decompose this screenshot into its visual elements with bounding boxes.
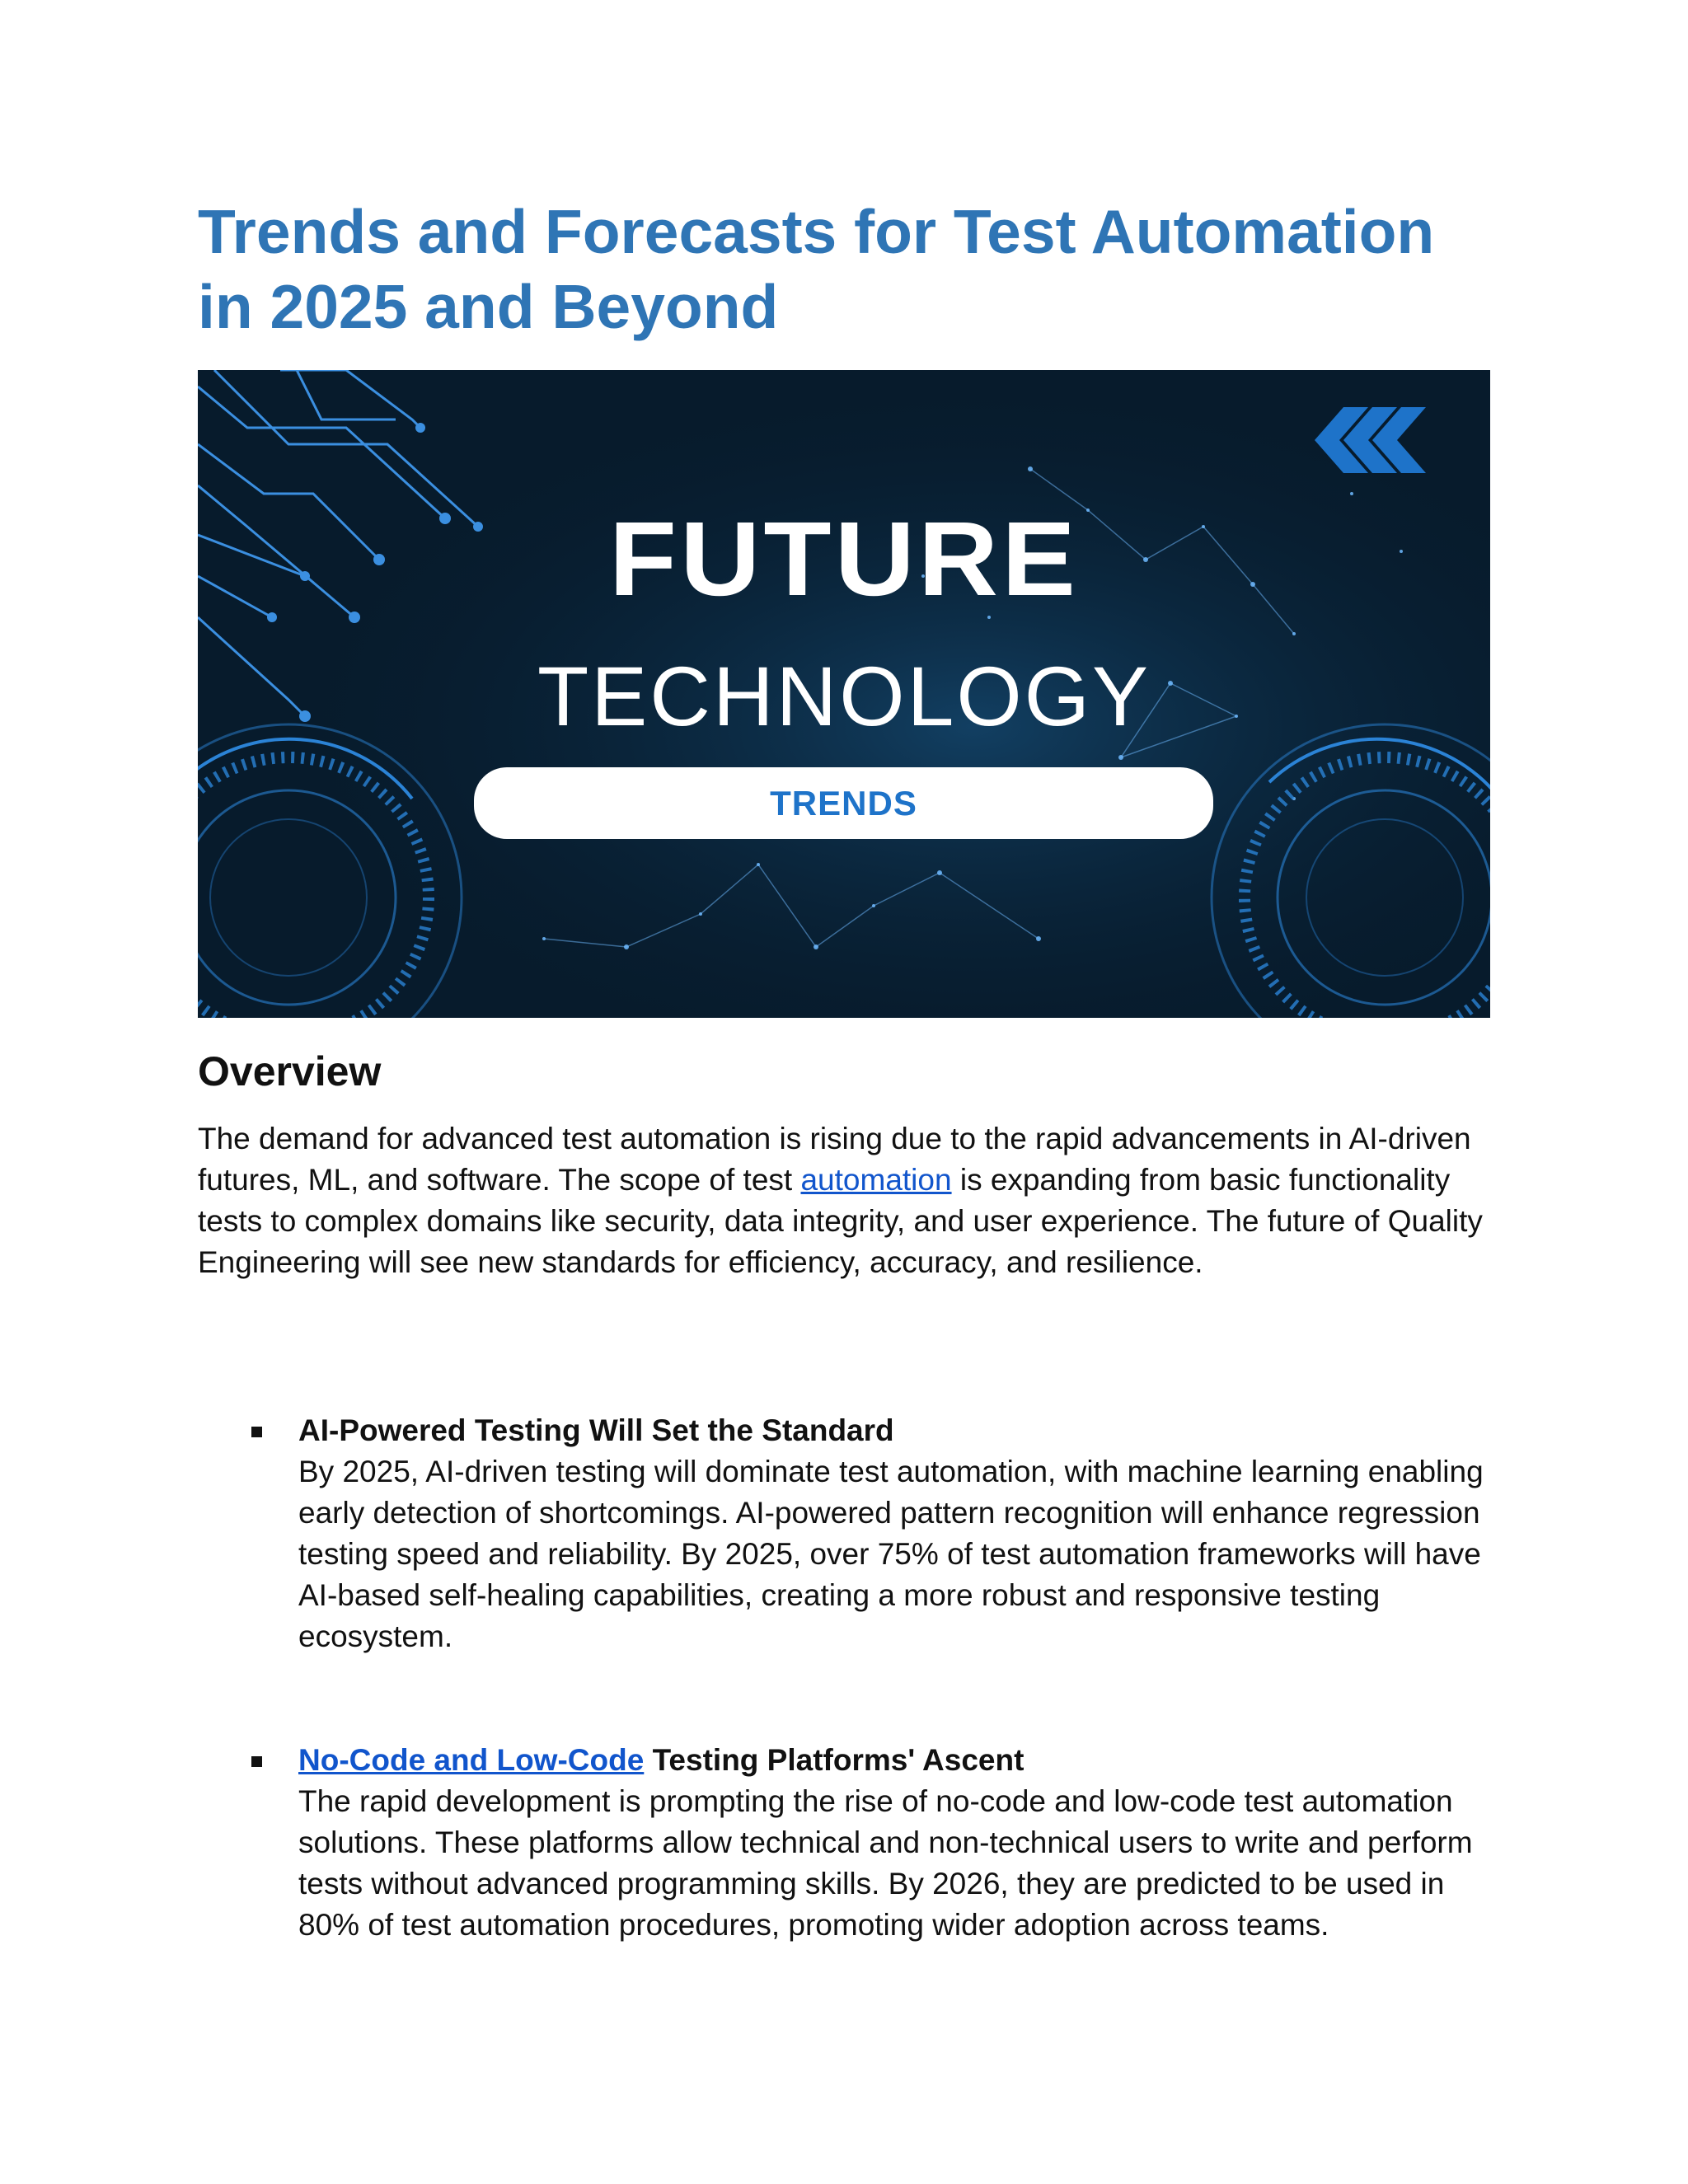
automation-link[interactable]: automation bbox=[800, 1163, 952, 1197]
list-item bbox=[251, 1740, 1504, 1946]
section-heading-overview: Overview bbox=[198, 1048, 382, 1094]
hero-title-future: FUTURE bbox=[608, 500, 1080, 618]
bullet-heading-rest: Testing Platforms' Ascent bbox=[644, 1743, 1025, 1777]
hero-trends-pill bbox=[474, 767, 1213, 839]
bullet-square-icon bbox=[251, 1427, 262, 1437]
hero-title-technology: TECHNOLOGY bbox=[537, 649, 1151, 743]
hero-trends-label: TRENDS bbox=[770, 783, 917, 823]
hero-banner-image bbox=[198, 370, 1490, 1018]
bullet-square-icon bbox=[251, 1756, 262, 1767]
bullet-text: By 2025, AI-driven testing will dominate test automation, with machine learning enabling early detection of shortcomings. AI-powered pattern recognition will enhance regression testing speed and reliability. By 2025, over 75% of test automation frameworks will have AI-based self-healing capabilities, creating a more robust and responsive testing ecosystem. bbox=[298, 1455, 1484, 1653]
overview-text-start: The demand for advanced test automation is rising due to the rapid advancements in AI-driven futures, ML, and software. The scope of test bbox=[198, 1122, 1471, 1197]
bullet-text: The rapid development is prompting the rise of no-code and low-code test automation solutions. These platforms allow technical and non-technical users to write and perform tests without advanced programming skills. By 2026, they are predicted to be used in 80% of test automation procedures, promoting wider adoption across teams. bbox=[298, 1784, 1473, 1942]
list-item bbox=[251, 1410, 1504, 1657]
overview-text-end: is expanding from basic functionality tests to complex domains like security, data integrity, and user experience. The future of Quality Engineering will see new standards for efficiency, accuracy, and resilience. bbox=[198, 1163, 1483, 1279]
bullet-heading bbox=[298, 1740, 1504, 1781]
overview-paragraph bbox=[198, 1118, 1484, 1283]
bullet-heading: AI-Powered Testing Will Set the Standard bbox=[298, 1413, 894, 1447]
no-code-low-code-link[interactable]: No-Code and Low-Code bbox=[298, 1743, 645, 1777]
page-title: Trends and Forecasts for Test Automation in 2025 and Beyond bbox=[198, 197, 1435, 341]
